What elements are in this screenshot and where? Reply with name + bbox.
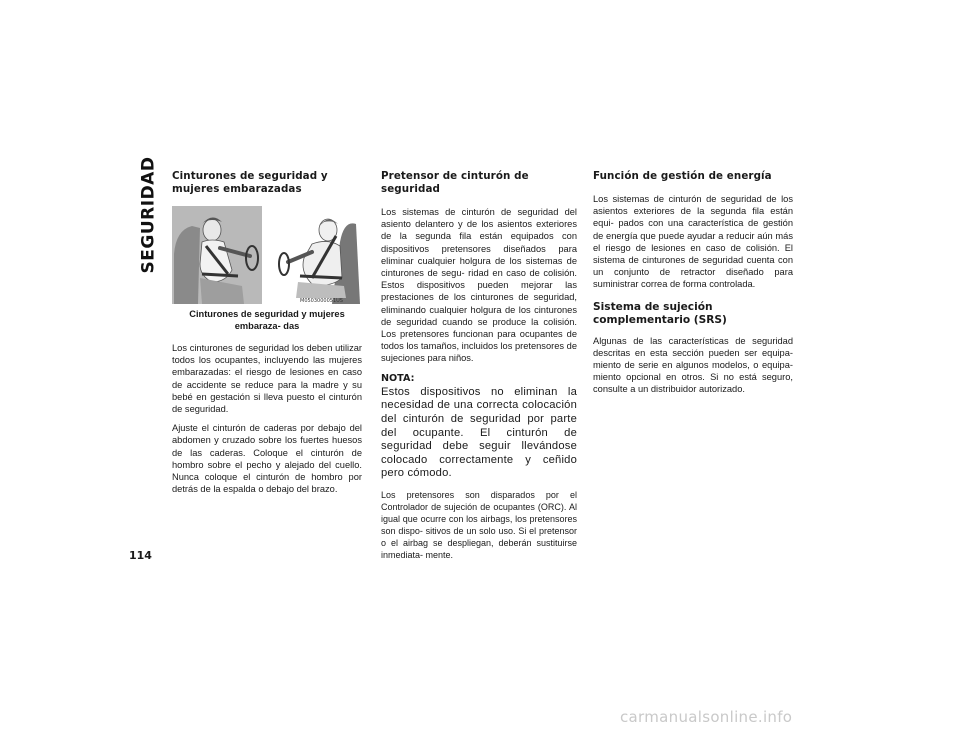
paragraph: Ajuste el cinturón de caderas por debajo del abdomen y cruzado sobre los fuertes huesos de las caderas. Coloque el cinturón de hombro sobre el pecho y alejado del cuello. Nunca coloque el cinturón de hombro por detrás de la espalda o debajo del brazo. bbox=[172, 423, 362, 495]
heading-energy-management: Función de gestión de energía bbox=[593, 170, 772, 182]
column-3 bbox=[593, 170, 793, 403]
paragraph: Los pretensores son disparados por el Controlador de sujeción de ocupantes (ORC). Al igual que ocurre con los airbags, los pretensores son dispo- sitivos de un solo uso. Si el pretensor o el airbag se despliegan, deberán sustituirse inmediata- mente. bbox=[381, 490, 577, 560]
watermark-text: carmanualsonline.info bbox=[620, 708, 793, 726]
side-section-label: SEGURIDAD bbox=[138, 156, 159, 274]
column-2 bbox=[381, 170, 577, 568]
heading-pretensioner: Pretensor de cinturón de seguridad bbox=[381, 170, 529, 195]
paragraph: Algunas de las características de seguridad descritas en esta sección pueden ser equipa- miento de serie en algunos modelos, o equipa- miento opcional en otros. Si no está seguro, consulte a un distribuidor autorizado. bbox=[593, 335, 793, 395]
note-label: NOTA: bbox=[381, 372, 415, 384]
page-number: 114 bbox=[129, 549, 152, 562]
pregnant-seatbelt-illustration bbox=[172, 206, 362, 304]
side-section-tab bbox=[137, 156, 159, 274]
figure-caption: Cinturones de seguridad y mujeres embaraza- das bbox=[189, 309, 345, 331]
figure-code: M0503000051US bbox=[300, 298, 343, 304]
note-text: Estos dispositivos no eliminan la necesidad de una correcta colocación del cinturón de seguridad por parte del ocupante. El cinturón de seguridad debe seguir llevándose colocado correctamente y ceñido pero cómodo. bbox=[381, 385, 577, 480]
paragraph: Los sistemas de cinturón de seguridad del asiento delantero y de los asientos exteriores de la segunda fila están equipados con dispositivos pretensores diseñados para eliminar cualquier holgura de los sistemas de cinturones de segu- ridad en caso de colisión. Estos dispositivos pueden mejorar las prestaciones de los cinturones de seguridad, eliminando cualquier holgura de los cinturones de seguridad cuando se produce la colisión. Los pretensores funcionan para ocupantes de todos los tamaños, incluidos los pretensores de sujeciones para niños. bbox=[381, 207, 577, 364]
column-1 bbox=[172, 170, 362, 502]
paragraph: Los sistemas de cinturón de seguridad de los asientos exteriores de la segunda fila están equi- pados con una característica de gestión de energía que puede ayudar a reducir aún más el riesgo de lesiones en caso de colisión. El sistema de cinturones de seguridad cuenta con un conjunto de retractor diseñado para suministrar correa de forma controlada. bbox=[593, 194, 793, 290]
heading-pregnant-women: Cinturones de seguridad y mujeres embarazadas bbox=[172, 170, 328, 195]
heading-srs: Sistema de sujeción complementario (SRS) bbox=[593, 300, 727, 326]
paragraph: Los cinturones de seguridad los deben utilizar todos los ocupantes, incluyendo las mujeres embarazadas: el riesgo de lesiones en caso de accidente se reduce para la madre y su bebé en gestación si lleva puesto el cinturón de seguridad. bbox=[172, 343, 362, 415]
